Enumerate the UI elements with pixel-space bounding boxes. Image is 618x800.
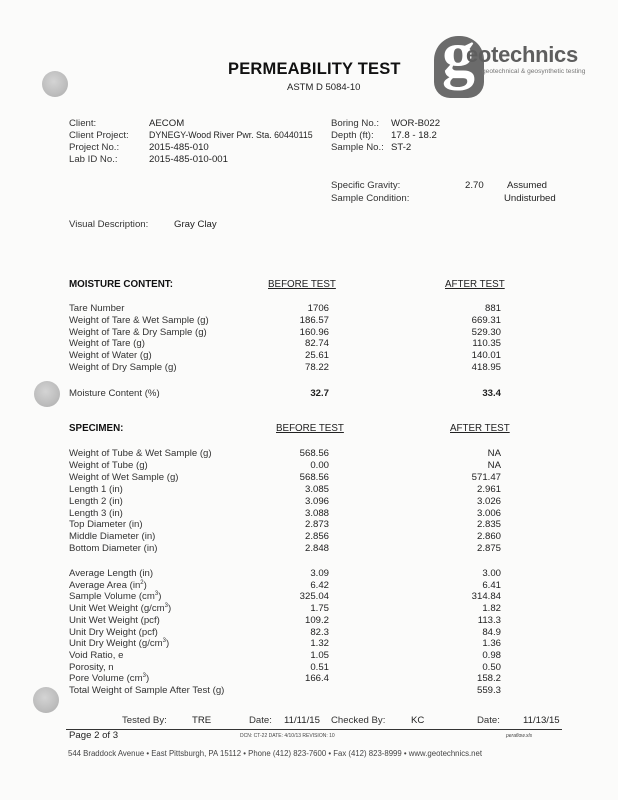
specimen-computed-row-label (69, 581, 147, 591)
specimen-row-after: 2.860 (476, 531, 501, 543)
binder-hole-bottom (33, 687, 59, 713)
binder-hole-top (42, 71, 68, 97)
file-name: perafiow.xls (506, 733, 533, 739)
moisture-row-after: 881 (484, 303, 501, 314)
specimen-computed-row-after: 113.3 (477, 614, 501, 626)
page-title: PERMEABILITY TEST (228, 60, 401, 78)
specimen-row-label: Weight of Tube (g) (69, 459, 148, 471)
row-label-tail: ) (143, 579, 147, 591)
specimen-row-before: 0.00 (310, 459, 329, 471)
tested-date-value: 11/11/15 (284, 715, 320, 726)
specimen-row-before: 3.088 (304, 507, 329, 519)
specimen-row-after: 3.006 (476, 507, 501, 519)
row-label-text: Unit Wet Weight (g/cm (69, 603, 165, 615)
client-value: AECOM (149, 118, 185, 129)
checked-date-label: Date: (477, 715, 500, 726)
moisture-row-label: Weight of Tare & Wet Sample (g) (69, 314, 209, 326)
moisture-row-before: 82.74 (304, 338, 329, 350)
specimen-computed-row-label (69, 674, 149, 684)
specimen-computed-row-label: Unit Dry Weight (pcf) (69, 626, 158, 638)
specimen-row-before: 568.56 (299, 448, 329, 459)
company-address: 544 Braddock Avenue • East Pittsburgh, PA 15112 • Phone (412) 823-7600 • Fax (412) 823-8999 • www.geotechnics.net (68, 749, 483, 758)
specimen-computed-row-label: Average Length (in) (69, 568, 154, 579)
moisture-row-label: Weight of Dry Sample (g) (69, 362, 177, 373)
specimen-row-label: Top Diameter (in) (69, 519, 143, 531)
row-label-tail: ) (145, 673, 150, 685)
specimen-row-label: Length 1 (in) (69, 483, 123, 495)
row-label-text: Average Area (in (69, 579, 141, 591)
moisture-row-after: 140.01 (471, 350, 501, 362)
lab-id-label: Lab ID No.: (69, 154, 118, 165)
row-label-superscript: 3 (164, 602, 168, 609)
specimen-computed-row-after: 84.9 (482, 626, 501, 638)
specimen-row-label: Weight of Tube & Wet Sample (g) (69, 448, 212, 459)
tested-date-label: Date: (249, 715, 272, 726)
specimen-before-header: BEFORE TEST (276, 423, 344, 434)
specimen-computed-row-after: 314.84 (471, 591, 501, 603)
client-label: Client: (69, 118, 97, 129)
specimen-section-title: SPECIMEN: (69, 423, 124, 434)
specimen-computed-row-label: Void Ratio, e (69, 649, 124, 661)
moisture-after-header: AFTER TEST (445, 279, 505, 290)
specimen-computed-row-after: 1.36 (482, 638, 501, 650)
moisture-row-before: 78.22 (304, 362, 329, 373)
specific-gravity-note: Assumed (507, 180, 547, 191)
specimen-computed-row-label: Unit Wet Weight (pcf) (69, 614, 160, 626)
specimen-computed-row-before: 325.04 (299, 591, 329, 603)
specific-gravity-value: 2.70 (465, 180, 484, 191)
row-label-superscript: 3 (162, 638, 166, 644)
moisture-row-after: 529.30 (471, 326, 501, 338)
specimen-row-label: Weight of Wet Sample (g) (69, 471, 179, 483)
lab-id-value: 2015-485-010-001 (149, 154, 228, 165)
specimen-computed-row-after: 559.3 (476, 685, 501, 696)
moisture-section-title: MOISTURE CONTENT: (69, 279, 173, 290)
sample-no-label: Sample No.: (331, 142, 384, 153)
specimen-computed-row-before: 1.05 (310, 649, 329, 661)
specimen-computed-row-label (69, 604, 171, 614)
boring-value: WOR-B022 (391, 118, 441, 129)
moisture-content-before: 32.7 (310, 388, 329, 399)
specimen-computed-row-label (69, 592, 161, 602)
client-project-value: DYNEGY-Wood River Pwr. Sta. 60440115 (149, 130, 313, 140)
specimen-computed-row-after: 3.00 (482, 568, 501, 579)
moisture-row-before: 186.57 (299, 314, 329, 326)
specimen-after-header: AFTER TEST (450, 423, 510, 434)
specimen-row-after: NA (487, 448, 501, 459)
specimen-row-after: 2.961 (476, 483, 501, 495)
moisture-before-header: BEFORE TEST (268, 279, 336, 290)
specimen-computed-row-after: 1.82 (482, 603, 501, 615)
project-no-value: 2015-485-010 (149, 142, 209, 153)
specimen-computed-row-before: 6.42 (310, 579, 329, 591)
checked-by-value: KC (411, 715, 425, 726)
specimen-computed-row-before: 0.51 (310, 661, 329, 673)
project-no-label: Project No.: (69, 142, 120, 153)
checked-by-label: Checked By: (331, 715, 386, 726)
specimen-computed-row-label: Total Weight of Sample After Test (g) (69, 685, 225, 696)
moisture-row-before: 1706 (307, 303, 329, 314)
specimen-row-label: Middle Diameter (in) (69, 531, 156, 543)
moisture-content-label: Moisture Content (%) (69, 388, 160, 399)
depth-label: Depth (ft): (331, 130, 374, 141)
specimen-row-after: 571.47 (471, 471, 501, 483)
specimen-computed-row-after: 0.50 (482, 661, 501, 673)
specimen-computed-row-after: 6.41 (482, 579, 501, 591)
checked-date-value: 11/13/15 (523, 715, 560, 726)
specimen-computed-row-after: 158.2 (476, 673, 501, 685)
sample-condition-value: Undisturbed (504, 193, 556, 204)
sample-condition-label: Sample Condition: (331, 193, 410, 204)
binder-hole-middle (34, 381, 60, 407)
sample-no-value: ST-2 (391, 142, 412, 153)
specimen-row-after: NA (487, 459, 501, 471)
specimen-row-before: 3.085 (304, 483, 329, 495)
specimen-row-before: 568.56 (299, 471, 329, 483)
standard-subtitle: ASTM D 5084-10 (287, 82, 361, 93)
page-number: Page 2 of 3 (69, 730, 119, 741)
moisture-row-after: 110.35 (472, 338, 501, 350)
moisture-row-label: Weight of Water (g) (69, 350, 152, 362)
moisture-row-after: 418.95 (471, 362, 501, 373)
specimen-computed-row-before: 109.2 (304, 614, 329, 626)
specimen-computed-row-label: Porosity, n (69, 661, 114, 673)
footer-divider (66, 729, 562, 730)
document-reference: DCN: CT-22 DATE: 4/10/13 REVISION: 10 (240, 733, 335, 739)
row-label-text: Sample Volume (cm (69, 591, 155, 603)
specimen-computed-row-before: 166.4 (304, 673, 329, 685)
logo-name: eotechnics (466, 42, 578, 67)
row-label-superscript: 3 (154, 591, 159, 598)
specimen-row-label: Bottom Diameter (in) (69, 543, 158, 555)
row-label-text: Pore Volume (cm (69, 673, 143, 685)
logo-tagline: geotechnical & geosynthetic testing (482, 68, 586, 75)
row-label-tail: ) (166, 638, 170, 650)
specimen-computed-row-before: 3.09 (310, 568, 329, 579)
specific-gravity-label: Specific Gravity: (331, 180, 401, 191)
client-project-label: Client Project: (69, 130, 129, 141)
moisture-row-label: Weight of Tare (g) (69, 338, 145, 350)
specimen-computed-row-after: 0.98 (482, 649, 501, 661)
visual-description-value: Gray Clay (174, 219, 217, 230)
row-label-tail: ) (158, 591, 162, 603)
tested-by-value: TRE (192, 715, 212, 726)
moisture-row-label: Weight of Tare & Dry Sample (g) (69, 326, 207, 338)
row-label-superscript: 3 (142, 673, 146, 680)
specimen-row-after: 3.026 (476, 495, 501, 507)
specimen-computed-row-before: 1.75 (310, 603, 329, 615)
moisture-row-label: Tare Number (69, 303, 125, 314)
specimen-computed-row-before: 1.32 (310, 638, 329, 650)
row-label-text: Unit Dry Weight (g/cm (69, 638, 163, 650)
specimen-row-before: 2.848 (304, 543, 329, 555)
specimen-computed-row-label (69, 639, 169, 649)
moisture-row-before: 25.61 (304, 350, 329, 362)
tested-by-label: Tested By: (122, 715, 167, 726)
specimen-row-label: Length 2 (in) (69, 495, 123, 507)
moisture-content-after: 33.4 (482, 388, 501, 399)
specimen-row-after: 2.875 (476, 543, 501, 555)
depth-value: 17.8 - 18.2 (391, 130, 437, 141)
specimen-row-before: 3.096 (304, 495, 329, 507)
visual-description-label: Visual Description: (69, 219, 149, 230)
specimen-row-before: 2.873 (304, 519, 329, 531)
row-label-superscript: 2 (140, 579, 144, 586)
logo-letter: g (442, 18, 475, 91)
row-label-tail: ) (167, 603, 172, 615)
moisture-row-before: 160.96 (299, 326, 329, 338)
boring-label: Boring No.: (331, 118, 379, 129)
moisture-row-after: 669.31 (471, 314, 501, 326)
specimen-computed-row-before: 82.3 (310, 626, 329, 638)
specimen-row-before: 2.856 (304, 531, 329, 543)
specimen-row-label: Length 3 (in) (69, 507, 123, 519)
specimen-row-after: 2.835 (476, 519, 501, 531)
